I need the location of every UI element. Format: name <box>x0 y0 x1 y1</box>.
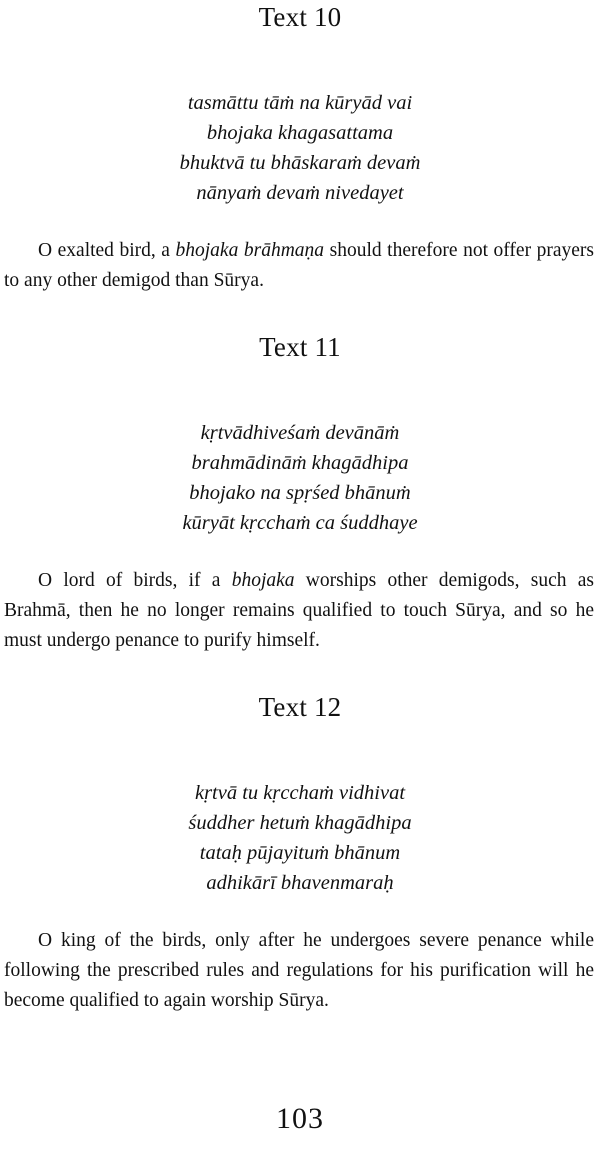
text-10-verse <box>0 88 600 208</box>
translation-text: O exalted bird, a <box>38 240 176 261</box>
verse-line: kūryāt kṛcchaṁ ca śuddhaye <box>182 512 418 534</box>
translation-text: should therefore not offer prayers to any other demigod than Sūrya. <box>4 240 594 291</box>
verse-line: kṛtvā tu kṛcchaṁ vidhivat <box>194 782 406 804</box>
verse-line: kṛtvādhiveśaṁ devānāṁ <box>200 422 400 444</box>
translation-text: O lord of birds, if a <box>38 570 232 591</box>
sanskrit-term: bhojaka brāhmaṇa <box>175 240 325 261</box>
verse-line: brahmādināṁ khagādhipa <box>191 452 409 474</box>
text-10-translation <box>4 236 594 296</box>
sanskrit-term: bhojaka <box>231 570 295 591</box>
text-12-heading: Text 12 <box>258 692 342 722</box>
verse-line: nānyaṁ devaṁ nivedayet <box>196 182 404 204</box>
verse-line: śuddher hetuṁ khagādhipa <box>188 812 412 834</box>
page-number: 103 <box>276 1102 324 1135</box>
translation-text: O king of the birds, only after he undergoes severe penance while following the prescribed rules and regulations for his purification will he become qualified to again worship Sūrya. <box>4 930 594 1011</box>
verse-line: bhojako na spṛśed bhānuṁ <box>189 482 411 504</box>
verse-line: tasmāttu tāṁ na kūryād vai <box>187 92 413 114</box>
text-10-heading: Text 10 <box>258 2 342 32</box>
text-12-translation <box>4 926 594 1016</box>
text-11-verse <box>0 418 600 538</box>
text-12-verse <box>0 778 600 898</box>
text-11-heading: Text 11 <box>259 332 341 362</box>
verse-line: bhuktvā tu bhāskaraṁ devaṁ <box>179 152 421 174</box>
translation-text: worships other demigods, such as Brahmā, then he no longer remains qualified to touch Sūrya, and so he must undergo penance to purify himself. <box>4 570 594 651</box>
verse-line: adhikārī bhavenmaraḥ <box>206 872 394 894</box>
text-11-translation <box>4 566 594 656</box>
verse-line: bhojaka khagasattama <box>206 122 394 144</box>
verse-line: tataḥ pūjayituṁ bhānum <box>199 842 401 864</box>
